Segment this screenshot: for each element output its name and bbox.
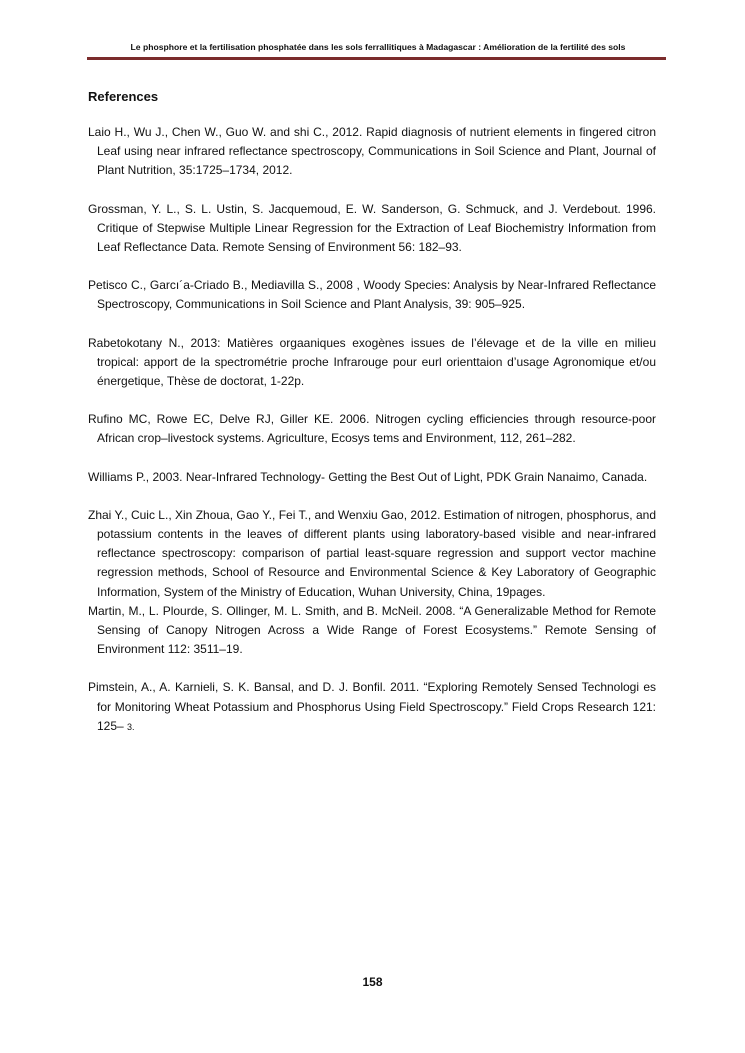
reference-item: Grossman, Y. L., S. L. Ustin, S. Jacquemoud, E. W. Sanderson, G. Schmuck, and J. Verdebout. 1996. Critique of Stepwise Multiple Linear Regression for the Extraction of Leaf Biochemistry Information from Leaf Reflectance Data. Remote Sensing of Environment 56: 182–93. [88,201,656,255]
reference-list [88,123,656,756]
reference-item: Petisco C., Garcı´a-Criado B., Mediavilla S., 2008 , Woody Species: Analysis by Near-Infrared Reflectance Spectroscopy, Communications in Soil Science and Plant Analysis, 39: 905–925. [88,278,656,312]
reference-item: Williams P., 2003. Near-Infrared Technology- Getting the Best Out of Light, PDK Grain Nanaimo, Canada. [88,469,648,484]
reference-item [88,678,656,737]
header-rule [87,57,666,60]
reference-item: Rabetokotany N., 2013: Matières orgaaniques exogènes issues de l’élevage et de la ville en milieu tropical: apport de la spectrométrie proche Infrarouge pour eurl orienttaion d’usage Agronomique et/ou énergetique, Thèse de doctorat, 1-22p. [88,335,656,389]
running-header: Le phosphore et la fertilisation phosphatée dans les sols ferrallitiques à Madagascar : Amélioration de la fertilité des sols [130,42,626,52]
reference-item: Rufino MC, Rowe EC, Delve RJ, Giller KE. 2006. Nitrogen cycling efficiencies through resource-poor African crop–livestock systems. Agriculture, Ecosys tems and Environment, 112, 261–282. [88,412,656,446]
section-title: References [88,89,159,104]
reference-item: Zhai Y., Cuic L., Xin Zhoua, Gao Y., Fei T., and Wenxiu Gao, 2012. Estimation of nitrogen, phosphorus, and potassium contents in the leaves of different plants using laboratory-based visible and near-infrared reflectance spectroscopy: comparison of partial least-square regression and support vector machine regression methods, School of Resource and Environmental Science & Key Laboratory of Geographic Information, System of the Ministry of Education, Wuhan University, China, 19pages. [88,507,656,599]
reference-item: Laio H., Wu J., Chen W., Guo W. and shi C., 2012. Rapid diagnosis of nutrient elements in fingered citron Leaf using near infrared reflectance spectroscopy, Communications in Soil Science and Plant, Journal of Plant Nutrition, 35:1725–1734, 2012. [88,125,656,178]
page-number: 158 [362,975,383,989]
reference-tail: 3. [127,721,135,732]
reference-text: Pimstein, A., A. Karnieli, S. K. Bansal, and D. J. Bonfil. 2011. “Exploring Remotely Sensed Technologi es for Monitoring Wheat Potassium and Phosphorus Using Field Spectroscopy.” Field Crops Research 121: 125– [88,680,656,733]
reference-item: Martin, M., L. Plourde, S. Ollinger, M. L. Smith, and B. McNeil. 2008. “A Generalizable Method for Remote Sensing of Canopy Nitrogen Across a Wide Range of Forest Ecosystems.” Remote Sensing of Environment 112: 3511–19. [88,603,656,657]
